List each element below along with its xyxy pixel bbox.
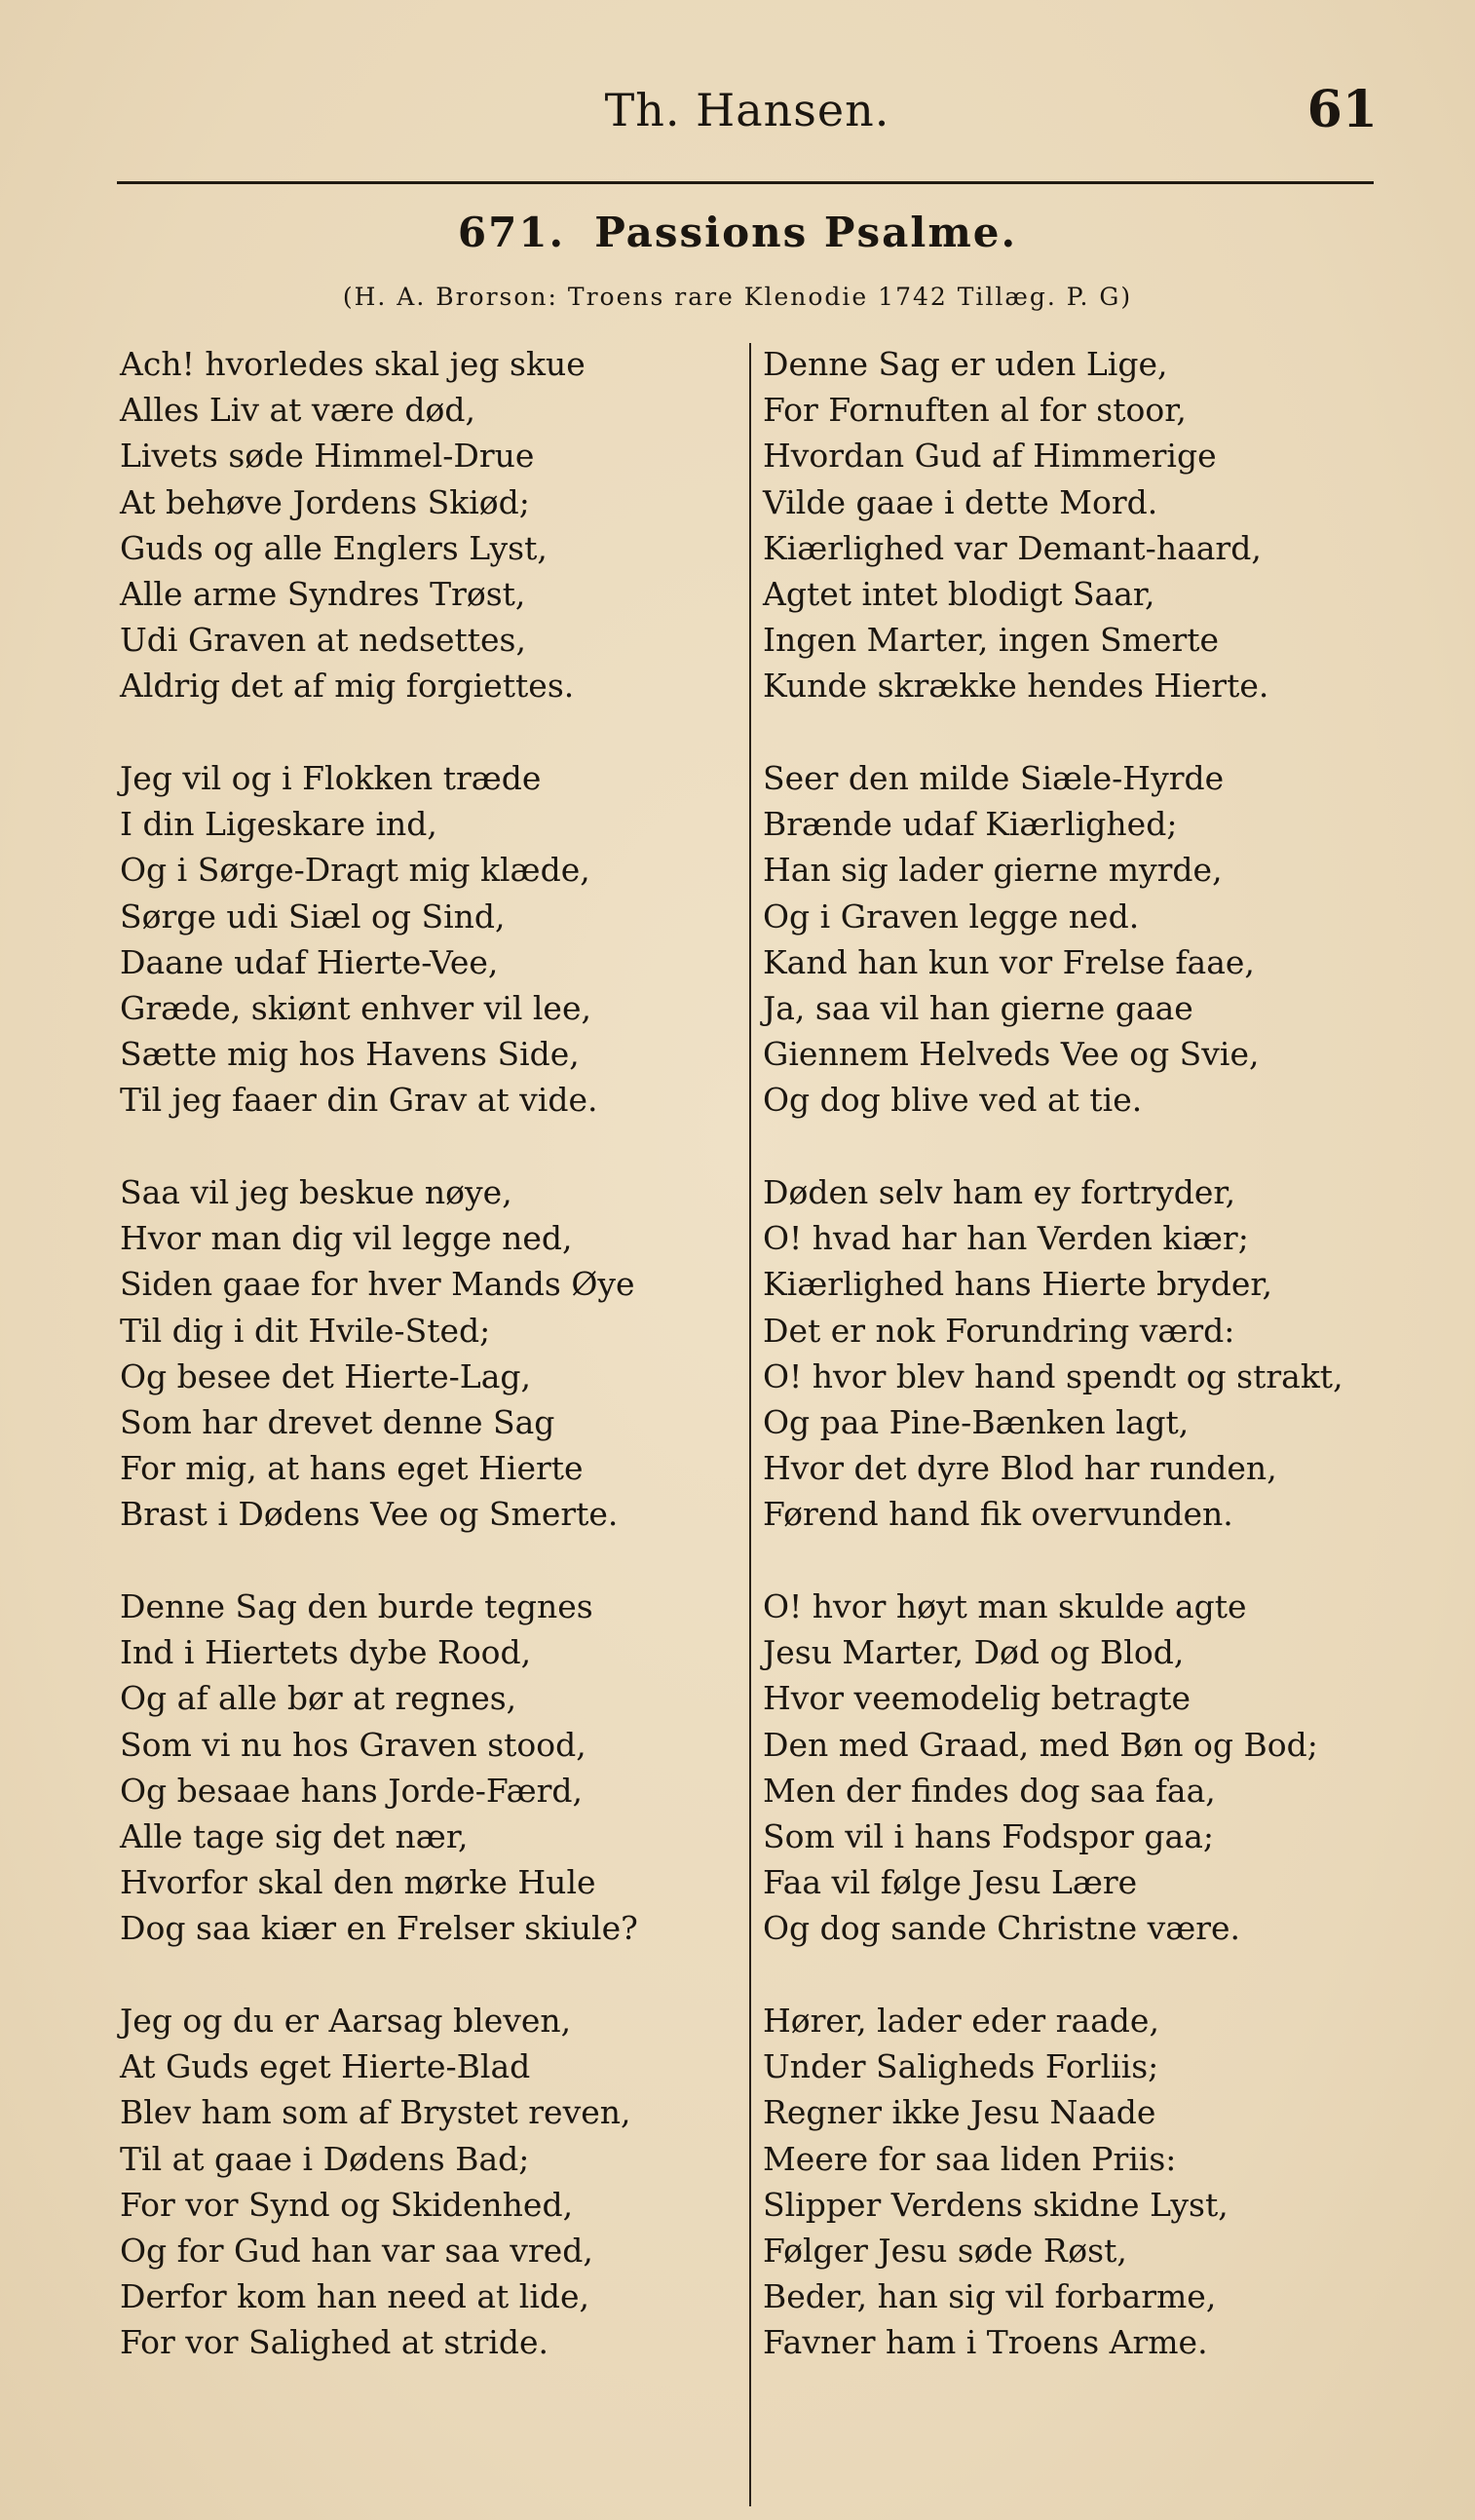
verse-line: Seer den milde Siæle-Hyrde <box>763 759 1225 797</box>
verse-line: Jesu Marter, Død og Blod, <box>763 1633 1185 1672</box>
verse-line: Men der findes dog saa faa, <box>763 1771 1216 1810</box>
verse-line: Til dig i dit Hvile-Sted; <box>120 1311 491 1350</box>
verse-line: Og af alle bør at regnes, <box>120 1679 517 1718</box>
verse-line: Blev ham som af Brystet reven, <box>120 2093 631 2132</box>
stanza-7 <box>763 755 1386 1169</box>
verse-line: Døden selv ham ey fortryder, <box>763 1173 1236 1211</box>
verse-line: Sætte mig hos Havens Side, <box>120 1035 580 1074</box>
verse-line: At behøve Jordens Skiød; <box>120 482 530 521</box>
hymn-title <box>0 209 1475 256</box>
verse-line: I din Ligeskare ind, <box>120 805 437 844</box>
verse-line: Alle tage sig det nær, <box>120 1816 469 1855</box>
verse-line: Og besaae hans Jorde-Færd, <box>120 1771 583 1810</box>
verse-line: Som vil i hans Fodspor gaa; <box>763 1816 1215 1855</box>
column-divider <box>749 343 751 2506</box>
verse-line: Livets søde Himmel-Drue <box>120 437 535 476</box>
stanza-5 <box>120 1998 743 2412</box>
verse-line: Som vi nu hos Graven stood, <box>120 1725 586 1764</box>
verse-line: Følger Jesu søde Røst, <box>763 2231 1127 2270</box>
verse-line: Som har drevet denne Sag <box>120 1402 555 1441</box>
stanza-4 <box>120 1584 743 1998</box>
verse-line: Siden gaae for hver Mands Øye <box>120 1265 635 1304</box>
verse-line: Ingen Marter, ingen Smerte <box>763 621 1220 660</box>
verse-line: Saa vil jeg beskue nøye, <box>120 1173 512 1211</box>
stanza-2 <box>120 755 743 1169</box>
verse-line: Hvor man dig vil legge ned, <box>120 1219 573 1258</box>
verse-line: Giennem Helveds Vee og Svie, <box>763 1035 1260 1074</box>
verse-line: Og i Graven legge ned. <box>763 897 1140 935</box>
verse-line: Aldrig det af mig forgiettes. <box>120 667 575 706</box>
verse-line: Brast i Dødens Vee og Smerte. <box>120 1495 619 1534</box>
verse-line: Udi Graven at nedsettes, <box>120 621 526 660</box>
hymn-number: 671. <box>457 209 566 256</box>
verse-line: O! hvad har han Verden kiær; <box>763 1219 1249 1258</box>
verse-line: Førend hand fik overvunden. <box>763 1495 1233 1534</box>
hymn-title-text: Passions Psalme. <box>594 209 1018 256</box>
right-column <box>763 341 1386 2412</box>
verse-line: Og for Gud han var saa vred, <box>120 2231 593 2270</box>
verse-line: Ach! hvorledes skal jeg skue <box>120 345 586 383</box>
running-header <box>117 80 1378 152</box>
verse-line: For vor Salighed at stride. <box>120 2323 549 2362</box>
verse-line: Græde, skiønt enhver vil lee, <box>120 988 591 1027</box>
verse-line: Ja, saa vil han gierne gaae <box>763 988 1193 1027</box>
verse-line: Brænde udaf Kiærlighed; <box>763 805 1178 844</box>
verse-line: Hvorfor skal den mørke Hule <box>120 1863 596 1902</box>
verse-line: For Fornuften al for stoor, <box>763 391 1187 430</box>
verse-line: Beder, han sig vil forbarme, <box>763 2277 1217 2316</box>
verse-line: Jeg vil og i Flokken træde <box>120 759 542 797</box>
verse-line: Og besee det Hierte-Lag, <box>120 1356 531 1395</box>
verse-line: Denne Sag er uden Lige, <box>763 345 1168 383</box>
verse-line: Ind i Hiertets dybe Rood, <box>120 1633 532 1672</box>
verse-line: Hvordan Gud af Himmerige <box>763 437 1217 476</box>
verse-line: Til jeg faaer din Grav at vide. <box>120 1081 598 1120</box>
stanza-1 <box>120 341 743 755</box>
verse-line: Jeg og du er Aarsag bleven, <box>120 2002 572 2040</box>
verse-line: O! hvor blev hand spendt og strakt, <box>763 1356 1343 1395</box>
verse-line: Sørge udi Siæl og Sind, <box>120 897 506 935</box>
verse-line: Under Saligheds Forliis; <box>763 2047 1159 2086</box>
left-column <box>120 341 743 2412</box>
verse-line: Den med Graad, med Bøn og Bod; <box>763 1725 1318 1764</box>
verse-line: Kand han kun vor Frelse faae, <box>763 942 1255 981</box>
verse-line: Kiærlighed var Demant-haard, <box>763 528 1262 567</box>
header-author: Th. Hansen. <box>604 84 890 136</box>
verse-line: Til at gaae i Dødens Bad; <box>120 2139 530 2178</box>
verse-line: Denne Sag den burde tegnes <box>120 1587 593 1625</box>
verse-line: Derfor kom han need at lide, <box>120 2277 590 2316</box>
verse-line: Og dog sande Christne være. <box>763 1909 1241 1948</box>
verse-line: For vor Synd og Skidenhed, <box>120 2185 574 2224</box>
verse-line: Det er nok Forundring værd: <box>763 1311 1235 1350</box>
verse-line: O! hvor høyt man skulde agte <box>763 1587 1247 1625</box>
verse-line: Faa vil følge Jesu Lære <box>763 1863 1138 1902</box>
stanza-3 <box>120 1169 743 1584</box>
stanza-8 <box>763 1169 1386 1584</box>
verse-line: Meere for saa liden Priis: <box>763 2139 1177 2178</box>
verse-line: Hvor veemodelig betragte <box>763 1679 1191 1718</box>
verse-line: Han sig lader gierne myrde, <box>763 851 1223 890</box>
verse-line: Hvor det dyre Blod har runden, <box>763 1449 1277 1488</box>
verse-line: Regner ikke Jesu Naade <box>763 2093 1156 2132</box>
verse-line: Kiærlighed hans Hierte bryder, <box>763 1265 1272 1304</box>
verse-line: Vilde gaae i dette Mord. <box>763 482 1158 521</box>
stanza-10 <box>763 1998 1386 2412</box>
page-number: 61 <box>1306 80 1378 139</box>
verse-line: Guds og alle Englers Lyst, <box>120 528 548 567</box>
verse-line: Alles Liv at være død, <box>120 391 475 430</box>
verse-line: Og dog blive ved at tie. <box>763 1081 1143 1120</box>
verse-line: Og i Sørge-Dragt mig klæde, <box>120 851 590 890</box>
verse-line: At Guds eget Hierte-Blad <box>120 2047 531 2086</box>
verse-line: Og paa Pine-Bænken lagt, <box>763 1402 1190 1441</box>
verse-line: Dog saa kiær en Frelser skiule? <box>120 1909 638 1948</box>
verse-line: Kunde skrække hendes Hierte. <box>763 667 1269 706</box>
verse-line: Daane udaf Hierte-Vee, <box>120 942 499 981</box>
stanza-9 <box>763 1584 1386 1998</box>
header-rule <box>117 181 1374 184</box>
verse-line: For mig, at hans eget Hierte <box>120 1449 584 1488</box>
stanza-6 <box>763 341 1386 755</box>
verse-line: Agtet intet blodigt Saar, <box>763 574 1155 613</box>
hymn-source: (H. A. Brorson: Troens rare Klenodie 1742 Tillæg. P. G) <box>342 283 1133 311</box>
verse-line: Favner ham i Troens Arme. <box>763 2323 1208 2362</box>
verse-line: Slipper Verdens skidne Lyst, <box>763 2185 1229 2224</box>
verse-line: Alle arme Syndres Trøst, <box>120 574 526 613</box>
verse-line: Hører, lader eder raade, <box>763 2002 1159 2040</box>
